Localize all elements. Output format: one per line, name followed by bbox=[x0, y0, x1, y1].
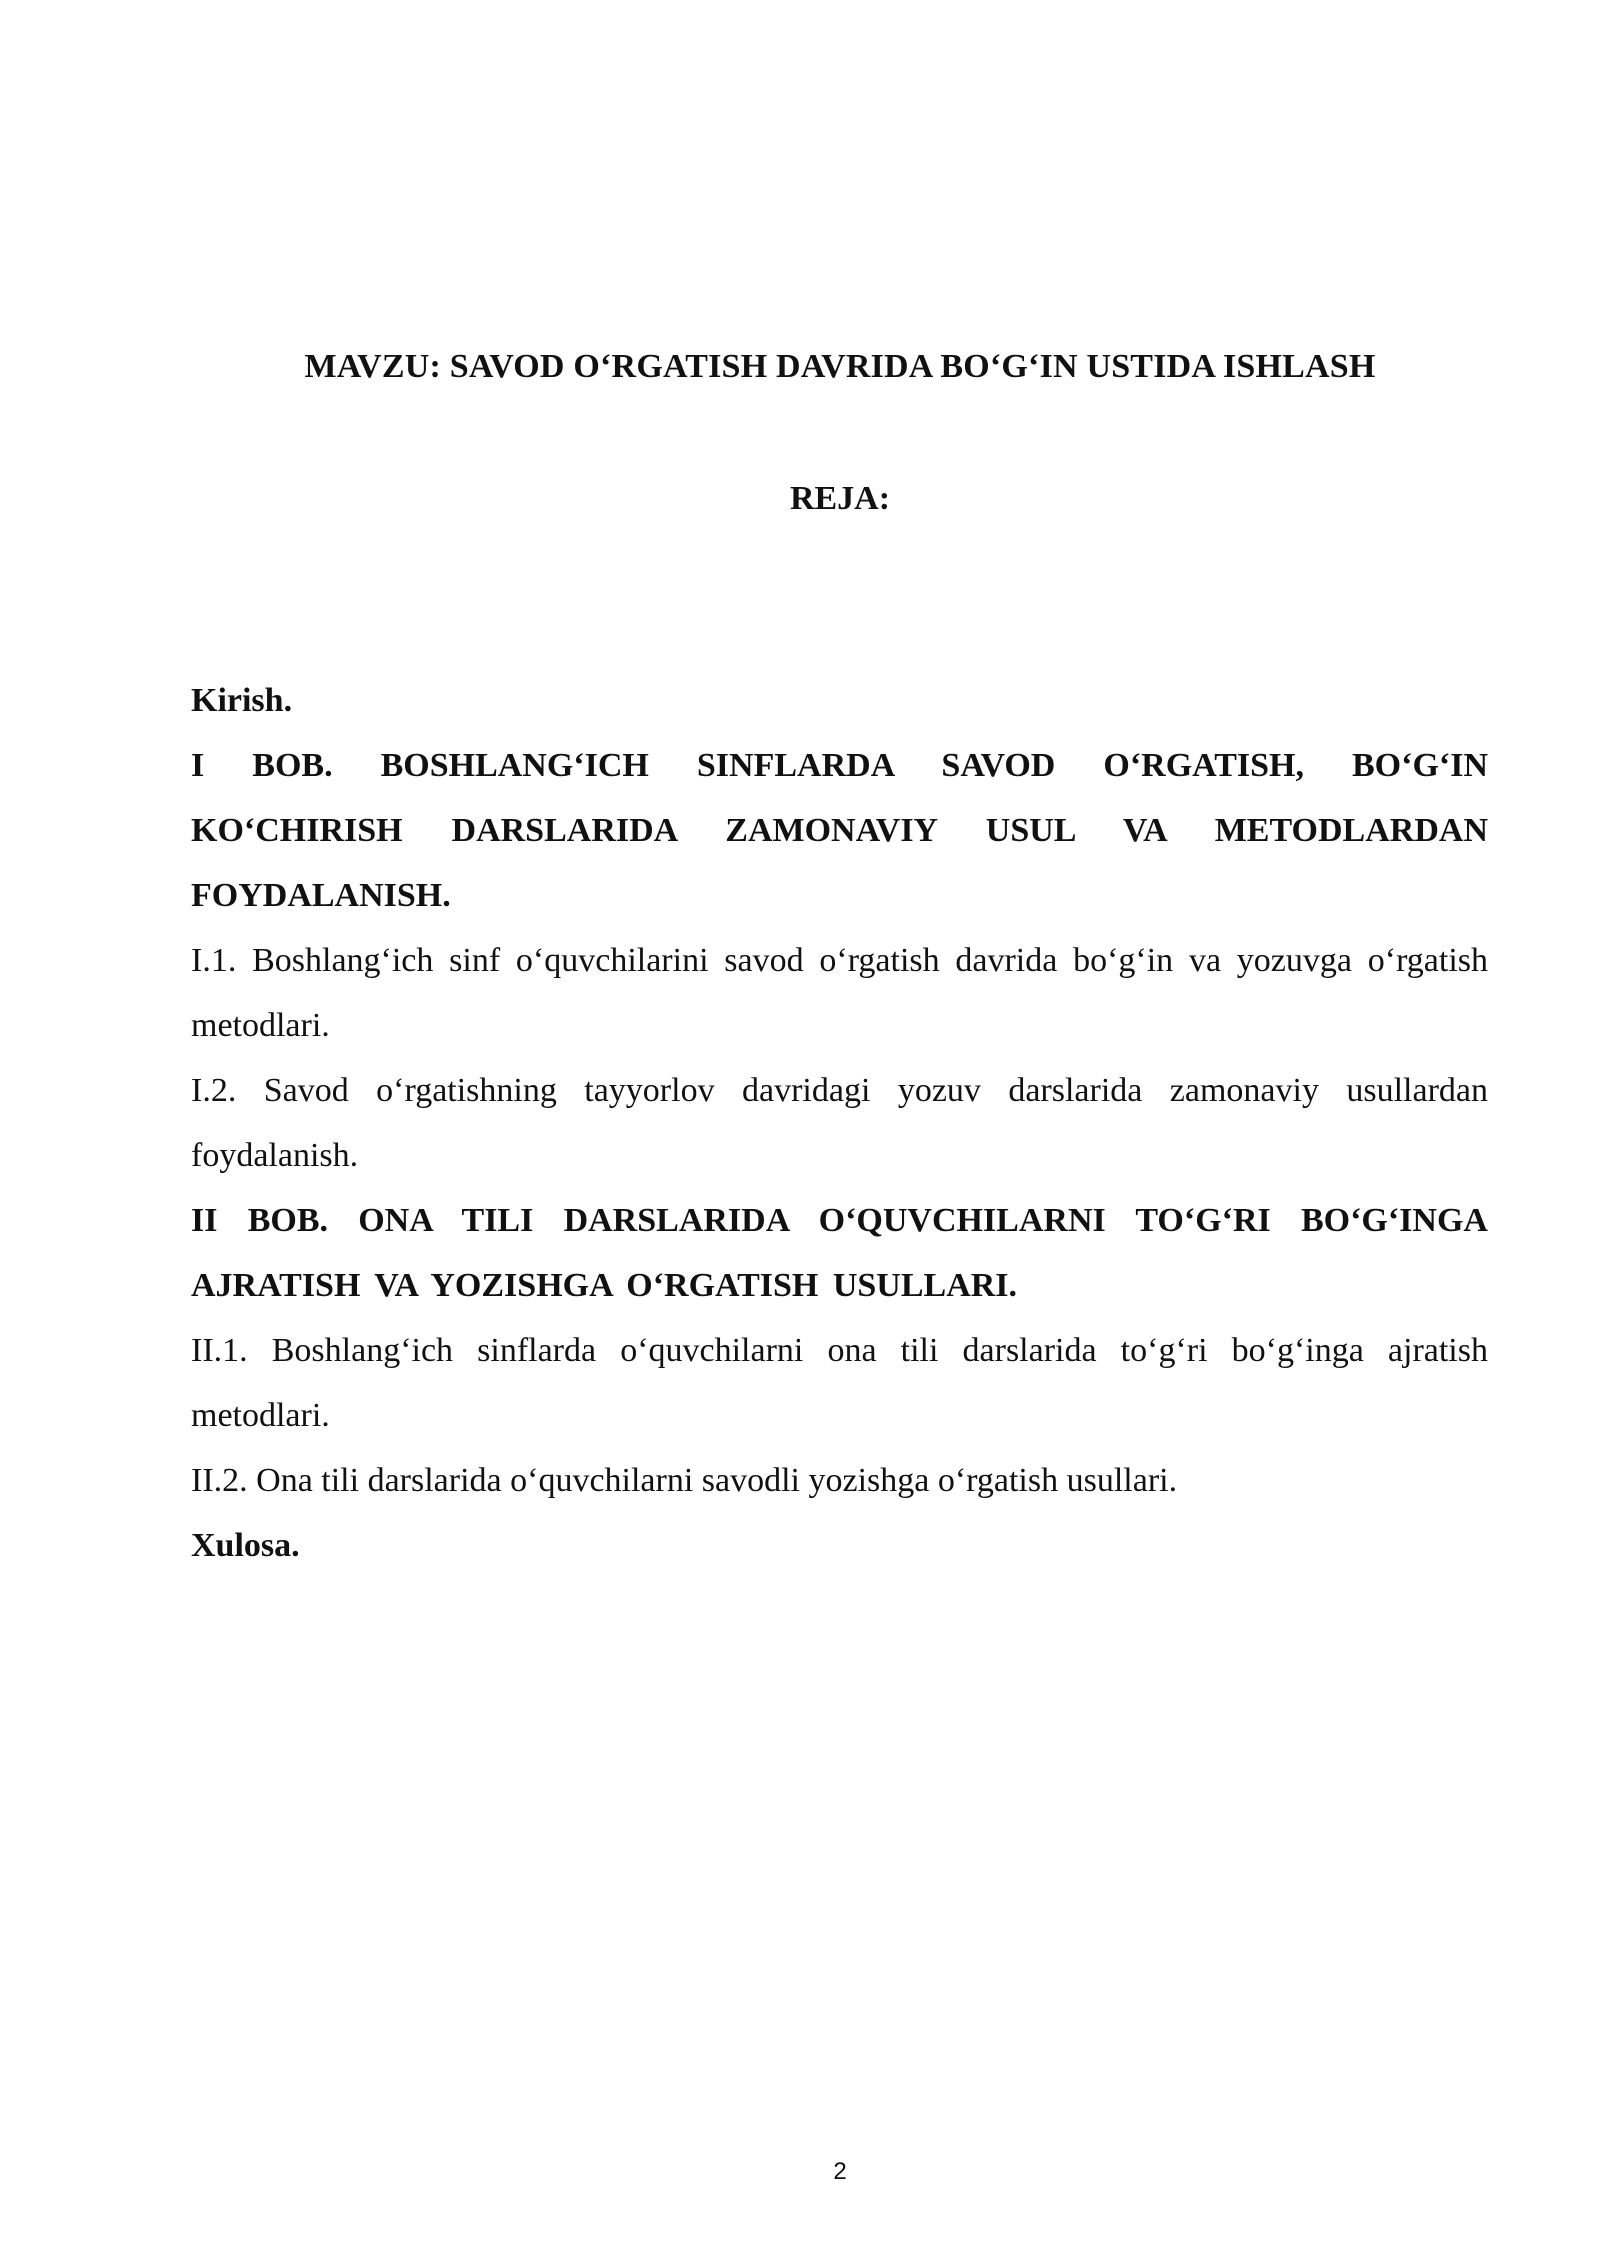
table-of-contents bbox=[191, 668, 1488, 1578]
toc-item-section-2-1: II.1. Boshlang‘ich sinflarda o‘quvchilarni ona tili darslarida to‘g‘ri bo‘g‘inga ajratish metodlari. bbox=[191, 1332, 1488, 1434]
toc-item-conclusion: Xulosa. bbox=[191, 1527, 300, 1564]
toc-item-chapter-1: I BOB. BOSHLANG‘ICH SINFLARDA SAVOD O‘RGATISH, BO‘G‘IN KO‘CHIRISH DARSLARIDA ZAMONAVIY USUL VA METODLARDAN FOYDALANISH. bbox=[191, 747, 1488, 914]
toc-item-section-2-2: II.2. Ona tili darslarida o‘quvchilarni savodli yozishga o‘rgatish usullari. bbox=[191, 1462, 1178, 1499]
page-number: 2 bbox=[833, 2158, 847, 2185]
toc-item-section-1-2: I.2. Savod o‘rgatishning tayyorlov davridagi yozuv darslarida zamonaviy usullardan foydalanish. bbox=[191, 1072, 1488, 1174]
document-title: MAVZU: SAVOD O‘RGATISH DAVRIDA BO‘G‘IN USTIDA ISHLASH bbox=[304, 348, 1376, 385]
plan-heading: REJA: bbox=[789, 480, 891, 517]
toc-item-section-1-1: I.1. Boshlang‘ich sinf o‘quvchilarini savod o‘rgatish davrida bo‘g‘in va yozuvga o‘rgatish metodlari. bbox=[191, 942, 1488, 1044]
toc-item-chapter-2: II BOB. ONA TILI DARSLARIDA O‘QUVCHILARNI TO‘G‘RI BO‘G‘INGA AJRATISH VA YOZISHGA O‘RGATISH USULLARI. bbox=[191, 1202, 1488, 1304]
toc-item-introduction: Kirish. bbox=[191, 682, 293, 719]
